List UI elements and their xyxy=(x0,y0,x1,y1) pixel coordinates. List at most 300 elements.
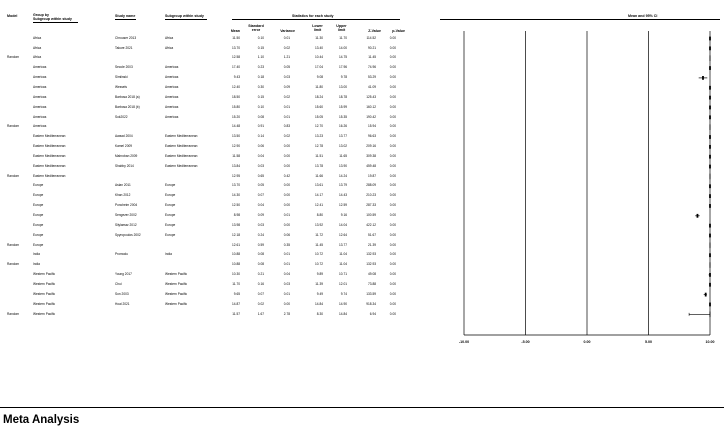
col-header-study: Study name xyxy=(115,14,136,18)
cell-z: 90.21 xyxy=(368,45,376,50)
cell-group: Americas xyxy=(33,94,47,99)
cell-variance: 0.09 xyxy=(283,84,290,89)
cell-mean: 13.50 xyxy=(232,134,240,139)
cell-z: 74.96 xyxy=(368,65,376,70)
cell-lower: 9.08 xyxy=(316,75,323,80)
cell-p: 0.00 xyxy=(389,262,396,267)
cell-upper: 14.90 xyxy=(339,301,347,306)
cell-group: Eastern Mediterranean xyxy=(33,173,66,178)
cell-subgroup: Western Pacific xyxy=(165,301,188,306)
cell-study: Chrouser 2013 xyxy=(115,35,137,40)
cell-study: Poncheim 2004 xyxy=(115,203,138,208)
cell-upper: 9.74 xyxy=(340,291,347,296)
cell-p: 0.00 xyxy=(389,252,396,257)
cell-mean: 14.48 xyxy=(232,124,240,129)
cell-se: 0.04 xyxy=(257,203,264,208)
cell-model: Random xyxy=(7,173,20,178)
cell-lower: 14.84 xyxy=(315,301,323,306)
cell-upper: 11.65 xyxy=(339,153,347,158)
x-tick-label: 10.00 xyxy=(705,340,715,344)
cell-group: Americas xyxy=(33,84,47,89)
cell-variance: 0.01 xyxy=(283,262,290,267)
cell-subgroup: Eastern Mediterranean xyxy=(165,134,198,139)
cell-group: Africa xyxy=(33,45,42,50)
cell-group: Eastern Mediterranean xyxy=(33,153,66,158)
col-header-upper: Upper limit xyxy=(336,24,347,33)
cell-p: 0.00 xyxy=(389,134,396,139)
cell-se: 0.07 xyxy=(257,291,264,296)
point-estimate-marker xyxy=(709,115,711,119)
point-estimate-marker xyxy=(709,96,711,100)
cell-p: 0.00 xyxy=(389,94,396,99)
cell-z: 132.93 xyxy=(366,262,376,267)
cell-mean: 11.70 xyxy=(232,281,240,286)
cell-p: 0.00 xyxy=(389,242,396,247)
cell-p: 0.00 xyxy=(389,311,396,316)
point-estimate-marker xyxy=(709,273,711,277)
cell-subgroup: Europe xyxy=(165,213,176,217)
cell-z: 96.63 xyxy=(368,134,376,139)
cell-variance: 0.03 xyxy=(283,75,290,80)
cell-p: 0.00 xyxy=(389,55,396,60)
cell-variance: 0.01 xyxy=(283,252,290,257)
cell-study: Awaad 2004 xyxy=(115,134,133,139)
cell-mean: 11.58 xyxy=(232,153,240,158)
col-header-subgroup: Subgroup within study xyxy=(165,14,204,18)
cell-p: 0.00 xyxy=(389,163,396,168)
col-header-z: Z-Value xyxy=(368,29,381,33)
cell-p: 0.00 xyxy=(389,114,396,119)
cell-variance: 0.02 xyxy=(283,45,290,50)
cell-variance: 1.21 xyxy=(283,55,290,60)
footer-title: Meta Analysis xyxy=(3,414,80,426)
cell-group: Africa xyxy=(33,55,42,60)
cell-se: 0.16 xyxy=(257,281,264,286)
cell-subgroup: Western Pacific xyxy=(165,272,188,277)
cell-z: 53.29 xyxy=(368,75,376,80)
cell-lower: 9.49 xyxy=(316,291,323,296)
point-estimate-marker xyxy=(709,204,711,208)
cell-mean: 14.30 xyxy=(232,193,240,198)
cell-z: 133.59 xyxy=(366,291,376,296)
cell-variance: 0.01 xyxy=(283,213,290,217)
cell-study: Khan 2012 xyxy=(115,193,131,198)
cell-group: Western Pacific xyxy=(33,311,56,316)
cell-subgroup: Europe xyxy=(165,232,176,237)
point-estimate-marker xyxy=(709,66,711,70)
cell-upper: 16.26 xyxy=(339,124,347,129)
cell-study: Spyropoulos 2002 xyxy=(115,232,141,237)
cell-subgroup: Europe xyxy=(165,193,176,198)
cell-variance: 0.00 xyxy=(283,163,290,168)
point-estimate-marker xyxy=(709,194,711,198)
cell-lower: 12.41 xyxy=(315,203,323,208)
cell-p: 0.00 xyxy=(389,84,396,89)
cell-model: Random xyxy=(7,242,20,247)
cell-z: 6.94 xyxy=(369,311,376,316)
cell-model: Random xyxy=(7,124,20,129)
cell-lower: 12.78 xyxy=(315,144,323,149)
cell-variance: 0.35 xyxy=(283,242,290,247)
cell-group: Western Pacific xyxy=(33,291,56,296)
cell-subgroup: Europe xyxy=(165,183,176,188)
cell-mean: 12.18 xyxy=(232,232,240,237)
cell-se: 0.10 xyxy=(257,35,264,40)
col-header-model: Model xyxy=(7,14,18,18)
cell-study: Promodu xyxy=(115,252,128,257)
cell-subgroup: Western Pacific xyxy=(165,281,188,286)
cell-mean: 10.88 xyxy=(232,252,240,257)
cell-group: Eastern Mediterranean xyxy=(33,144,66,149)
cell-subgroup: Europe xyxy=(165,203,176,208)
cell-lower: 11.45 xyxy=(315,242,323,247)
cell-lower: 13.40 xyxy=(315,45,323,50)
cell-upper: 13.79 xyxy=(339,183,347,188)
cell-variance: 0.42 xyxy=(283,173,290,178)
cell-se: 0.59 xyxy=(257,242,264,247)
cell-group: Americas xyxy=(33,114,47,119)
cell-model: Random xyxy=(7,55,20,60)
cell-group: Americas xyxy=(33,65,47,70)
cell-lower: 11.66 xyxy=(315,173,323,178)
cell-group: Europe xyxy=(33,213,44,217)
cell-subgroup: Africa xyxy=(165,45,174,50)
cell-se: 0.08 xyxy=(257,252,264,257)
cell-lower: 10.72 xyxy=(315,262,323,267)
cell-subgroup: Americas xyxy=(165,84,179,89)
cell-lower: 11.80 xyxy=(315,84,323,89)
cell-z: 73.88 xyxy=(368,281,376,286)
cell-upper: 14.43 xyxy=(339,193,347,198)
cell-mean: 9.43 xyxy=(233,75,240,80)
cell-se: 0.23 xyxy=(257,65,264,70)
cell-variance: 0.03 xyxy=(283,281,290,286)
cell-study: Hoai 2021 xyxy=(115,301,130,306)
cell-lower: 13.23 xyxy=(315,134,323,139)
cell-se: 0.18 xyxy=(257,75,264,80)
cell-se: 0.10 xyxy=(257,104,264,109)
cell-subgroup: Eastern Mediterranean xyxy=(165,163,198,168)
cell-upper: 11.70 xyxy=(339,35,347,40)
cell-mean: 12.50 xyxy=(232,203,240,208)
cell-z: 160.12 xyxy=(366,104,376,109)
cell-group: Europe xyxy=(33,193,44,198)
cell-z: 288.09 xyxy=(366,183,376,188)
cell-study: Siiylamaz 2012 xyxy=(115,222,137,227)
cell-study: Barbosa 2018 (b) xyxy=(115,104,140,109)
point-estimate-marker xyxy=(709,224,711,228)
cell-upper: 14.00 xyxy=(339,45,347,50)
cell-se: 0.03 xyxy=(257,163,264,168)
footer-divider xyxy=(0,407,724,408)
cell-p: 0.00 xyxy=(389,203,396,208)
cell-variance: 0.01 xyxy=(283,35,290,40)
point-estimate-marker xyxy=(709,135,711,139)
x-tick-label: 5.00 xyxy=(645,340,652,344)
cell-group: Americas xyxy=(33,124,47,129)
cell-study: Simiinski xyxy=(115,75,128,80)
cell-lower: 9.89 xyxy=(316,272,323,277)
cell-variance: 0.83 xyxy=(283,124,290,129)
cell-se: 0.21 xyxy=(257,272,264,277)
col-header-stats: Statistics for each study xyxy=(292,14,334,18)
cell-upper: 13.90 xyxy=(339,163,347,168)
cell-mean: 11.50 xyxy=(232,35,240,40)
cell-subgroup: India xyxy=(165,252,172,257)
cell-p: 0.00 xyxy=(389,301,396,306)
point-estimate-marker xyxy=(709,37,711,41)
cell-variance: 0.00 xyxy=(283,203,290,208)
x-tick-label: -5.00 xyxy=(521,340,530,344)
cell-mean: 8.98 xyxy=(233,213,240,217)
cell-mean: 13.70 xyxy=(232,45,240,50)
cell-se: 0.04 xyxy=(257,153,264,158)
cell-upper: 11.04 xyxy=(339,262,347,267)
cell-study: Aslan 2011 xyxy=(115,183,131,188)
cell-group: Europe xyxy=(33,232,44,237)
cell-study: Kamel 2009 xyxy=(115,144,133,149)
cell-p: 0.00 xyxy=(389,272,396,277)
cell-se: 0.08 xyxy=(257,262,264,267)
cell-subgroup: Western Pacific xyxy=(165,291,188,296)
cell-subgroup: Europe xyxy=(165,222,176,227)
cell-lower: 11.39 xyxy=(315,281,323,286)
cell-mean: 12.61 xyxy=(232,242,240,247)
cell-study: Sok2022 xyxy=(115,114,128,119)
cell-study: Mahroban 2009 xyxy=(115,153,138,158)
cell-lower: 13.78 xyxy=(315,163,323,168)
cell-study: Secole 2003 xyxy=(115,65,133,70)
point-estimate-marker xyxy=(709,234,711,238)
cell-p: 0.00 xyxy=(389,183,396,188)
cell-upper: 13.00 xyxy=(339,84,347,89)
cell-study: Shabby 2014 xyxy=(115,163,134,168)
cell-variance: 0.00 xyxy=(283,301,290,306)
cell-mean: 12.58 xyxy=(232,55,240,60)
cell-subgroup: Americas xyxy=(165,104,179,109)
cell-variance: 0.00 xyxy=(283,183,290,188)
cell-p: 0.00 xyxy=(389,65,396,70)
cell-z: 21.39 xyxy=(368,242,376,247)
cell-z: 190.42 xyxy=(366,114,376,119)
cell-p: 0.00 xyxy=(389,153,396,158)
cell-z: 15.94 xyxy=(368,124,376,129)
cell-z: 51.67 xyxy=(368,232,376,237)
cell-upper: 12.59 xyxy=(339,203,347,208)
cell-p: 0.00 xyxy=(389,75,396,80)
cell-study: Takure 2021 xyxy=(115,45,133,50)
point-estimate-marker xyxy=(709,106,711,110)
cell-mean: 15.80 xyxy=(232,104,240,109)
cell-group: Eastern Mediterranean xyxy=(33,134,66,139)
cell-upper: 13.77 xyxy=(339,242,347,247)
cell-variance: 0.04 xyxy=(283,272,290,277)
cell-variance: 0.02 xyxy=(283,134,290,139)
cell-upper: 14.75 xyxy=(339,55,347,60)
cell-mean: 11.57 xyxy=(232,311,240,316)
cell-upper: 14.04 xyxy=(339,222,347,227)
cell-study: Wessels xyxy=(115,84,127,89)
cell-lower: 17.04 xyxy=(315,65,323,70)
cell-upper: 10.71 xyxy=(339,272,347,277)
point-estimate-marker xyxy=(709,303,711,307)
col-header-lower: Lower limit xyxy=(312,24,323,33)
cell-p: 0.00 xyxy=(389,222,396,227)
cell-group: Americas xyxy=(33,75,47,80)
cell-lower: 13.92 xyxy=(315,222,323,227)
cell-z: 422.12 xyxy=(366,222,376,227)
cell-p: 0.00 xyxy=(389,144,396,149)
cell-se: 0.15 xyxy=(257,94,264,99)
cell-z: 459.48 xyxy=(366,163,376,168)
cell-group: Eastern Mediterranean xyxy=(33,163,66,168)
cell-variance: 2.78 xyxy=(283,311,290,316)
cell-subgroup: Americas xyxy=(165,94,179,99)
cell-z: 209.16 xyxy=(366,144,376,149)
col-header-p: p-Value xyxy=(392,29,405,33)
point-estimate-marker xyxy=(702,76,704,80)
cell-study: Chui xyxy=(115,281,122,286)
cell-z: 19.87 xyxy=(368,173,376,178)
cell-upper: 13.02 xyxy=(339,144,347,149)
cell-lower: 11.30 xyxy=(315,35,323,40)
cell-group: Western Pacific xyxy=(33,272,56,277)
cell-p: 0.00 xyxy=(389,281,396,286)
cell-mean: 13.98 xyxy=(232,222,240,227)
cell-subgroup: Americas xyxy=(165,75,179,80)
cell-group: Europe xyxy=(33,183,44,188)
cell-upper: 11.04 xyxy=(339,252,347,257)
cell-mean: 13.84 xyxy=(232,163,240,168)
cell-se: 0.06 xyxy=(257,144,264,149)
point-estimate-marker xyxy=(697,214,699,218)
cell-upper: 12.64 xyxy=(339,232,347,237)
point-estimate-marker xyxy=(705,293,707,297)
cell-subgroup: Eastern Mediterranean xyxy=(165,153,198,158)
cell-variance: 0.00 xyxy=(283,144,290,149)
cell-upper: 13.77 xyxy=(339,134,347,139)
cell-z: 309.38 xyxy=(366,153,376,158)
cell-upper: 12.01 xyxy=(339,281,347,286)
cell-subgroup: Eastern Mediterranean xyxy=(165,144,198,149)
cell-group: Africa xyxy=(33,35,42,40)
cell-variance: 0.00 xyxy=(283,153,290,158)
cell-se: 0.30 xyxy=(257,84,264,89)
cell-mean: 18.50 xyxy=(232,94,240,99)
cell-upper: 15.35 xyxy=(339,114,347,119)
cell-z: 41.09 xyxy=(368,84,376,89)
point-estimate-marker xyxy=(709,283,711,287)
point-estimate-marker xyxy=(709,184,711,188)
cell-variance: 0.01 xyxy=(283,114,290,119)
cell-lower: 14.17 xyxy=(315,193,323,198)
col-header-group-sub: Subgroup within study xyxy=(33,17,72,21)
cell-variance: 0.02 xyxy=(283,94,290,99)
cell-se: 0.07 xyxy=(257,193,264,198)
point-estimate-marker xyxy=(709,46,711,50)
cell-upper: 15.99 xyxy=(339,104,347,109)
cell-study: Sengezer 2002 xyxy=(115,213,137,217)
x-tick-label: -10.00 xyxy=(458,340,470,344)
cell-upper: 14.84 xyxy=(339,311,347,316)
cell-mean: 10.30 xyxy=(232,272,240,277)
cell-mean: 13.70 xyxy=(232,183,240,188)
cell-se: 0.15 xyxy=(257,45,264,50)
cell-se: 0.24 xyxy=(257,232,264,237)
col-header-mean: Mean xyxy=(230,29,240,33)
cell-study: Young 2017 xyxy=(115,272,132,277)
point-estimate-marker xyxy=(709,86,711,90)
cell-mean: 12.95 xyxy=(232,173,240,178)
cell-mean: 15.20 xyxy=(232,114,240,119)
cell-z: 132.93 xyxy=(366,252,376,257)
point-estimate-marker xyxy=(709,145,711,149)
cell-p: 0.00 xyxy=(389,45,396,50)
col-header-se: Standard error xyxy=(248,24,264,33)
cell-mean: 14.87 xyxy=(232,301,240,306)
cell-upper: 17.96 xyxy=(339,65,347,70)
cell-p: 0.00 xyxy=(389,291,396,296)
cell-se: 1.10 xyxy=(257,55,264,60)
cell-z: 49.08 xyxy=(368,272,376,277)
cell-z: 287.33 xyxy=(366,203,376,208)
cell-subgroup: Africa xyxy=(165,35,174,40)
cell-se: 0.08 xyxy=(257,114,264,119)
col-header-variance: Variance xyxy=(280,29,295,33)
point-estimate-marker xyxy=(709,253,711,257)
cell-mean: 12.90 xyxy=(232,144,240,149)
cell-se: 0.05 xyxy=(257,183,264,188)
cell-mean: 9.65 xyxy=(233,291,240,296)
cell-se: 0.14 xyxy=(257,134,264,139)
cell-lower: 10.44 xyxy=(315,55,323,60)
cell-lower: 15.05 xyxy=(315,114,323,119)
cell-group: Europe xyxy=(33,203,44,208)
cell-lower: 8.30 xyxy=(316,311,323,316)
cell-variance: 0.00 xyxy=(283,222,290,227)
cell-subgroup: Americas xyxy=(165,65,179,70)
cell-mean: 10.88 xyxy=(232,262,240,267)
cell-z: 11.45 xyxy=(368,55,376,60)
cell-p: 0.00 xyxy=(389,193,396,198)
cell-upper: 9.16 xyxy=(340,213,347,217)
cell-lower: 12.70 xyxy=(315,124,323,129)
cell-p: 0.00 xyxy=(389,35,396,40)
cell-group: Western Pacific xyxy=(33,301,56,306)
cell-se: 0.91 xyxy=(257,124,264,129)
cell-variance: 0.01 xyxy=(283,291,290,296)
cell-z: 125.43 xyxy=(366,94,376,99)
cell-se: 0.03 xyxy=(257,222,264,227)
cell-group: India xyxy=(33,252,40,257)
cell-group: Western Pacific xyxy=(33,281,56,286)
cell-z: 114.52 xyxy=(366,35,376,40)
cell-model: Random xyxy=(7,262,20,267)
cell-mean: 12.40 xyxy=(232,84,240,89)
cell-se: 0.09 xyxy=(257,213,264,217)
cell-se: 0.02 xyxy=(257,301,264,306)
cell-group: India xyxy=(33,262,40,267)
cell-se: 1.67 xyxy=(257,311,264,316)
cell-z: 918.34 xyxy=(366,301,376,306)
cell-z: 210.23 xyxy=(366,193,376,198)
point-estimate-marker xyxy=(709,155,711,159)
cell-group: Europe xyxy=(33,242,44,247)
cell-upper: 14.24 xyxy=(339,173,347,178)
cell-subgroup: Americas xyxy=(165,114,179,119)
point-estimate-marker xyxy=(709,165,711,169)
cell-lower: 15.60 xyxy=(315,104,323,109)
